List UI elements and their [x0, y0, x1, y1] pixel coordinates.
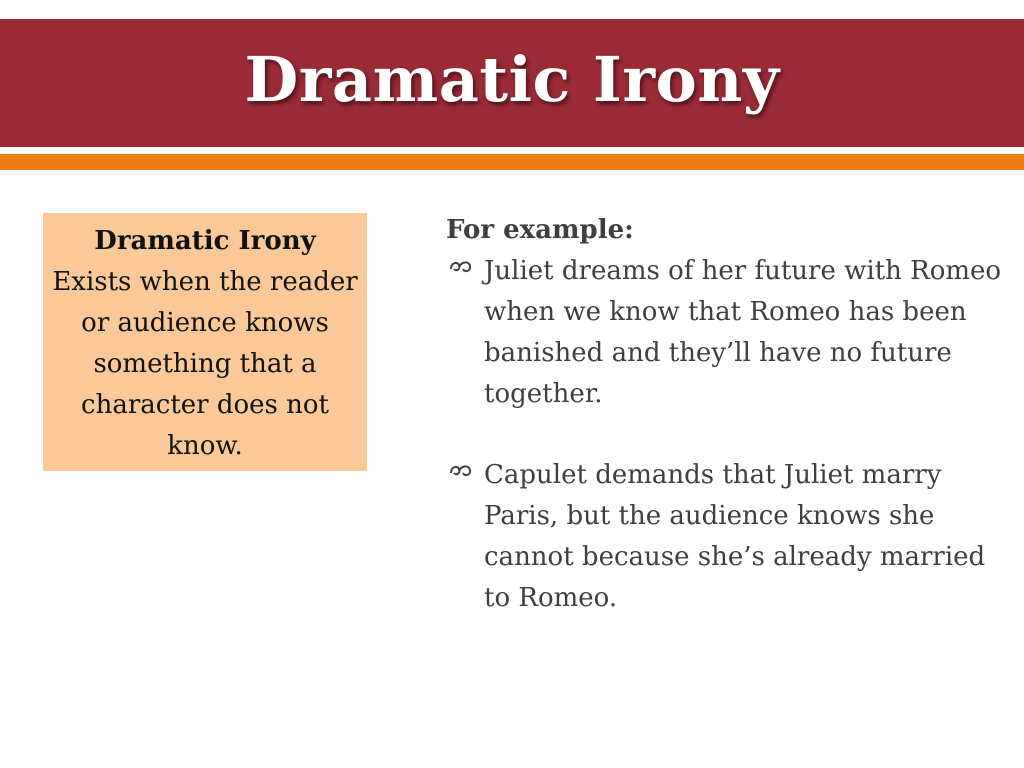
swash-bullet-icon — [448, 459, 474, 483]
slide-title: Dramatic Irony — [244, 43, 780, 116]
accent-bar — [0, 154, 1024, 170]
examples-heading: For example: — [446, 215, 634, 245]
definition-term: Dramatic Irony — [94, 226, 316, 256]
title-bar — [0, 19, 1024, 147]
examples-list — [446, 251, 1006, 619]
swash-bullet-icon — [448, 255, 474, 279]
list-item — [446, 251, 1006, 415]
definition-text: Exists when the reader or audience knows something that a character does not know. — [52, 267, 358, 461]
list-item — [446, 455, 1006, 619]
examples-column — [446, 210, 1006, 659]
list-item-text: Capulet demands that Juliet marry Paris, but the audience knows she cannot because she’s already married to Romeo. — [484, 460, 986, 613]
definition-box — [43, 213, 367, 471]
list-item-text: Juliet dreams of her future with Romeo when we know that Romeo has been banished and they’ll have no future together. — [484, 256, 1002, 409]
